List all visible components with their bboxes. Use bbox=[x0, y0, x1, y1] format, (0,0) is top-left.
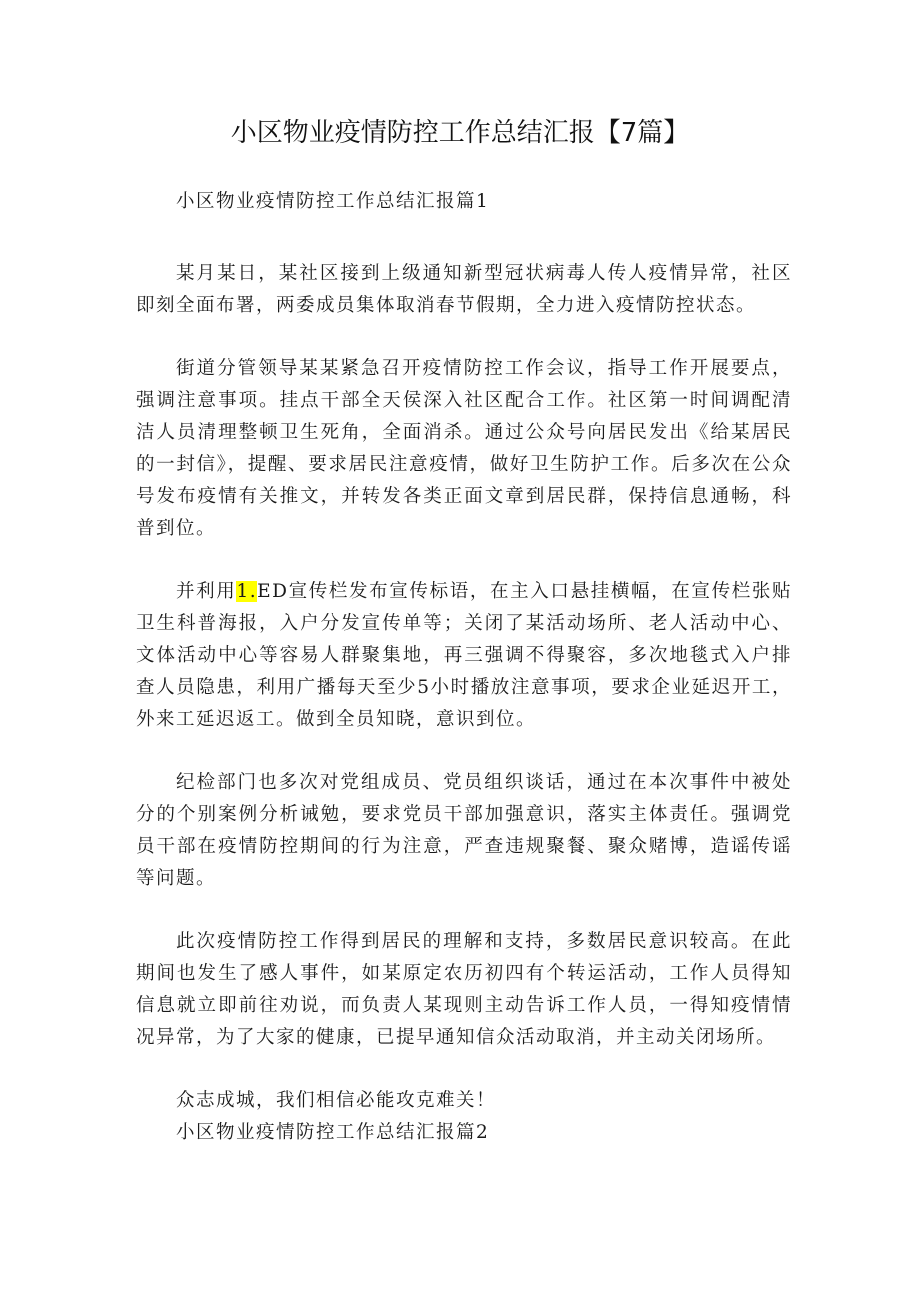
paragraph-3-lead: 并利用 bbox=[176, 581, 237, 602]
closing-line: 众志成城，我们相信必能攻克难关！ bbox=[176, 1090, 497, 1111]
paragraph-gap bbox=[136, 322, 792, 353]
highlighted-text: 1. bbox=[236, 581, 258, 602]
paragraph-3 bbox=[136, 576, 792, 736]
paragraph-gap bbox=[136, 218, 792, 258]
paragraph-gap bbox=[136, 545, 792, 576]
paragraph-gap bbox=[136, 895, 792, 926]
paragraph-3-rest: ED宣传栏发布宣传标语，在主入口悬挂横幅，在宣传栏张贴卫生科普海报，入户分发宣传单等；关闭了某活动场所、老人活动中心、文体活动中心等容易人群聚集地，再三强调不得聚容，多次地毯式入户排查人员隐患，利用广播每天至少5小时播放注意事项，要求企业延迟开工，外来工延迟返工。做到全员知晓，意识到位。 bbox=[136, 581, 792, 730]
paragraph-gap bbox=[136, 1054, 792, 1085]
paragraph-1: 某月某日，某社区接到上级通知新型冠状病毒人传人疫情异常，社区即刻全面布署，两委成员集体取消春节假期，全力进入疫情防控状态。 bbox=[136, 263, 792, 316]
document-title: 小区物业疫情防控工作总结汇报【7篇】 bbox=[230, 118, 690, 148]
paragraph-2: 街道分管领导某某紧急召开疫情防控工作会议，指导工作开展要点，强调注意事项。挂点干部全天侯深入社区配合工作。社区第一时间调配清洁人员清理整顿卫生死角，全面消杀。通过公众号向居民发出《给某居民的一封信》，提醒、要求居民注意疫情，做好卫生防护工作。后多次在公众号发布疫情有关推文，并转发各类正面文章到居民群，保持信息通畅，科普到位。 bbox=[136, 358, 792, 539]
paragraph-gap bbox=[136, 736, 792, 767]
paragraph-5: 此次疫情防控工作得到居民的理解和支持，多数居民意识较高。在此期间也发生了感人事件，如某原定农历初四有个转运活动，工作人员得知信息就立即前往劝说，而负责人某现则主动告诉工作人员，一得知疫情情况异常，为了大家的健康，已提早通知信众活动取消，并主动关闭场所。 bbox=[136, 931, 792, 1048]
paragraph-4: 纪检部门也多次对党组成员、党员组织谈话，通过在本次事件中被处分的个别案例分析诫勉，要求党员干部加强意识，落实主体责任。强调党员干部在疫情防控期间的行为注意，严查违规聚餐、聚众赌博，造谣传谣等问题。 bbox=[136, 772, 792, 889]
section-heading-2: 小区物业疫情防控工作总结汇报篇2 bbox=[176, 1122, 490, 1143]
section-heading-1: 小区物业疫情防控工作总结汇报篇1 bbox=[176, 191, 490, 212]
document-body bbox=[136, 186, 792, 1149]
